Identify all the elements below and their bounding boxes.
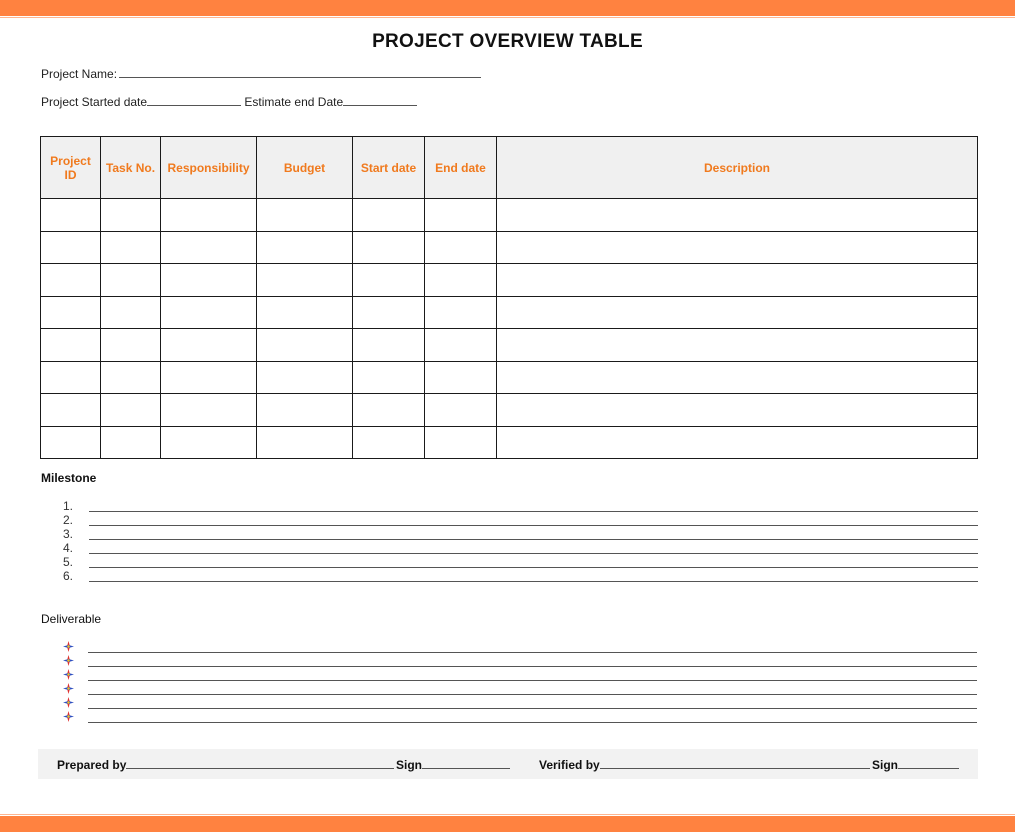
table-cell[interactable]: [41, 264, 101, 297]
table-cell[interactable]: [101, 264, 161, 297]
sign-label-2: Sign: [872, 758, 898, 772]
milestone-number: 2.: [63, 513, 74, 527]
table-cell[interactable]: [101, 199, 161, 232]
table-cell[interactable]: [257, 329, 353, 362]
table-cell[interactable]: [161, 231, 257, 264]
project-name-label: Project Name:: [41, 67, 118, 81]
project-name-input[interactable]: [119, 67, 481, 78]
table-row: [41, 394, 978, 427]
table-cell[interactable]: [257, 361, 353, 394]
table-cell[interactable]: [257, 264, 353, 297]
bottom-accent-bar: [0, 816, 1015, 832]
table-row: [41, 329, 978, 362]
top-accent-bar: [0, 0, 1015, 16]
project-started-input[interactable]: [147, 95, 241, 106]
milestone-number: 1.: [63, 499, 74, 513]
sign-label-1: Sign: [396, 758, 422, 772]
table-cell[interactable]: [425, 394, 497, 427]
deliverable-label: Deliverable: [41, 612, 102, 626]
deliverable-item: [63, 654, 977, 668]
signature-footer: [38, 749, 978, 779]
table-cell[interactable]: [353, 231, 425, 264]
sign-field-2: [872, 758, 959, 772]
table-cell[interactable]: [161, 361, 257, 394]
verified-by-input[interactable]: [600, 758, 870, 769]
milestone-number: 4.: [63, 541, 74, 555]
deliverable-input-line[interactable]: [88, 722, 977, 723]
table-cell[interactable]: [497, 231, 978, 264]
milestone-number: 6.: [63, 569, 74, 583]
project-overview-table: [40, 136, 978, 459]
table-cell[interactable]: [161, 264, 257, 297]
table-cell[interactable]: [497, 329, 978, 362]
milestone-input-line[interactable]: [89, 581, 978, 582]
verified-by-label: Verified by: [539, 758, 600, 772]
sign-input-2[interactable]: [898, 758, 959, 769]
estimate-end-input[interactable]: [343, 95, 417, 106]
table-cell[interactable]: [161, 394, 257, 427]
table-cell[interactable]: [353, 264, 425, 297]
milestone-item: [63, 513, 978, 527]
table-cell[interactable]: [497, 394, 978, 427]
four-point-bullet-icon: [63, 683, 74, 694]
table-cell[interactable]: [257, 296, 353, 329]
column-header-project-id: Project ID: [41, 137, 101, 199]
column-header-description: Description: [497, 137, 978, 199]
table-row: [41, 296, 978, 329]
table-cell[interactable]: [101, 426, 161, 459]
four-point-bullet-icon: [63, 655, 74, 666]
project-started-label: Project Started date: [41, 95, 148, 109]
table-row: [41, 426, 978, 459]
table-cell[interactable]: [425, 329, 497, 362]
milestone-item: [63, 499, 978, 513]
table-cell[interactable]: [425, 231, 497, 264]
table-cell[interactable]: [41, 329, 101, 362]
table-row: [41, 199, 978, 232]
table-header-row: [41, 137, 978, 199]
table-cell[interactable]: [41, 426, 101, 459]
project-name-field: [41, 67, 481, 81]
table-cell[interactable]: [497, 264, 978, 297]
milestone-item: [63, 555, 978, 569]
column-header-responsibility: Responsibility: [161, 137, 257, 199]
table-cell[interactable]: [353, 296, 425, 329]
table-cell[interactable]: [161, 296, 257, 329]
table-cell[interactable]: [497, 361, 978, 394]
table-cell[interactable]: [101, 231, 161, 264]
table-cell[interactable]: [425, 199, 497, 232]
table-cell[interactable]: [41, 361, 101, 394]
table-cell[interactable]: [41, 394, 101, 427]
column-header-budget: Budget: [257, 137, 353, 199]
column-header-start-date: Start date: [353, 137, 425, 199]
deliverable-item: [63, 682, 977, 696]
milestone-input-line[interactable]: [89, 567, 978, 568]
milestone-input-line[interactable]: [89, 511, 978, 512]
four-point-bullet-icon: [63, 697, 74, 708]
table-cell[interactable]: [41, 199, 101, 232]
table-cell[interactable]: [161, 329, 257, 362]
table-cell[interactable]: [257, 231, 353, 264]
milestone-input-line[interactable]: [89, 553, 978, 554]
table-cell[interactable]: [353, 329, 425, 362]
deliverable-input-line[interactable]: [88, 652, 977, 653]
prepared-by-field: [57, 758, 394, 772]
table-cell[interactable]: [101, 329, 161, 362]
table-row: [41, 264, 978, 297]
table-cell[interactable]: [161, 426, 257, 459]
milestone-item: [63, 569, 978, 583]
table-cell[interactable]: [161, 199, 257, 232]
milestone-input-line[interactable]: [89, 525, 978, 526]
four-point-bullet-icon: [63, 641, 74, 652]
table-cell[interactable]: [353, 199, 425, 232]
verified-by-field: [539, 758, 870, 772]
table-cell[interactable]: [353, 361, 425, 394]
table-cell[interactable]: [257, 394, 353, 427]
table-cell[interactable]: [353, 426, 425, 459]
table-row: [41, 231, 978, 264]
sign-field-1: [396, 758, 510, 772]
table-cell[interactable]: [41, 231, 101, 264]
table-body: [41, 199, 978, 459]
table-cell[interactable]: [257, 426, 353, 459]
deliverable-item: [63, 710, 977, 724]
table-cell[interactable]: [425, 426, 497, 459]
milestone-item: [63, 527, 978, 541]
table-row: [41, 361, 978, 394]
milestone-input-line[interactable]: [89, 539, 978, 540]
table-cell[interactable]: [101, 296, 161, 329]
table-cell[interactable]: [497, 426, 978, 459]
deliverable-input-line[interactable]: [88, 666, 977, 667]
table-cell[interactable]: [41, 296, 101, 329]
project-dates-field: [41, 95, 417, 109]
four-point-bullet-icon: [63, 669, 74, 680]
milestone-number: 3.: [63, 527, 74, 541]
deliverable-input-line[interactable]: [88, 680, 977, 681]
deliverable-input-line[interactable]: [88, 708, 977, 709]
table-cell[interactable]: [497, 199, 978, 232]
page-title: PROJECT OVERVIEW TABLE: [372, 31, 643, 52]
deliverable-input-line[interactable]: [88, 694, 977, 695]
column-header-end-date: End date: [425, 137, 497, 199]
deliverable-item: [63, 640, 977, 654]
four-point-bullet-icon: [63, 711, 74, 722]
table-cell[interactable]: [257, 199, 353, 232]
sign-input-1[interactable]: [422, 758, 510, 769]
table-cell[interactable]: [425, 264, 497, 297]
table-cell[interactable]: [101, 361, 161, 394]
table-cell[interactable]: [101, 394, 161, 427]
prepared-by-label: Prepared by: [57, 758, 127, 772]
table-cell[interactable]: [497, 296, 978, 329]
table-cell[interactable]: [425, 296, 497, 329]
milestone-number: 5.: [63, 555, 74, 569]
deliverable-item: [63, 668, 977, 682]
milestone-item: [63, 541, 978, 555]
column-header-task-no: Task No.: [101, 137, 161, 199]
table-cell[interactable]: [353, 394, 425, 427]
table-cell[interactable]: [425, 361, 497, 394]
deliverable-item: [63, 696, 977, 710]
estimate-end-label: Estimate end Date: [244, 95, 344, 109]
prepared-by-input[interactable]: [126, 758, 394, 769]
milestone-label: Milestone: [41, 471, 97, 485]
